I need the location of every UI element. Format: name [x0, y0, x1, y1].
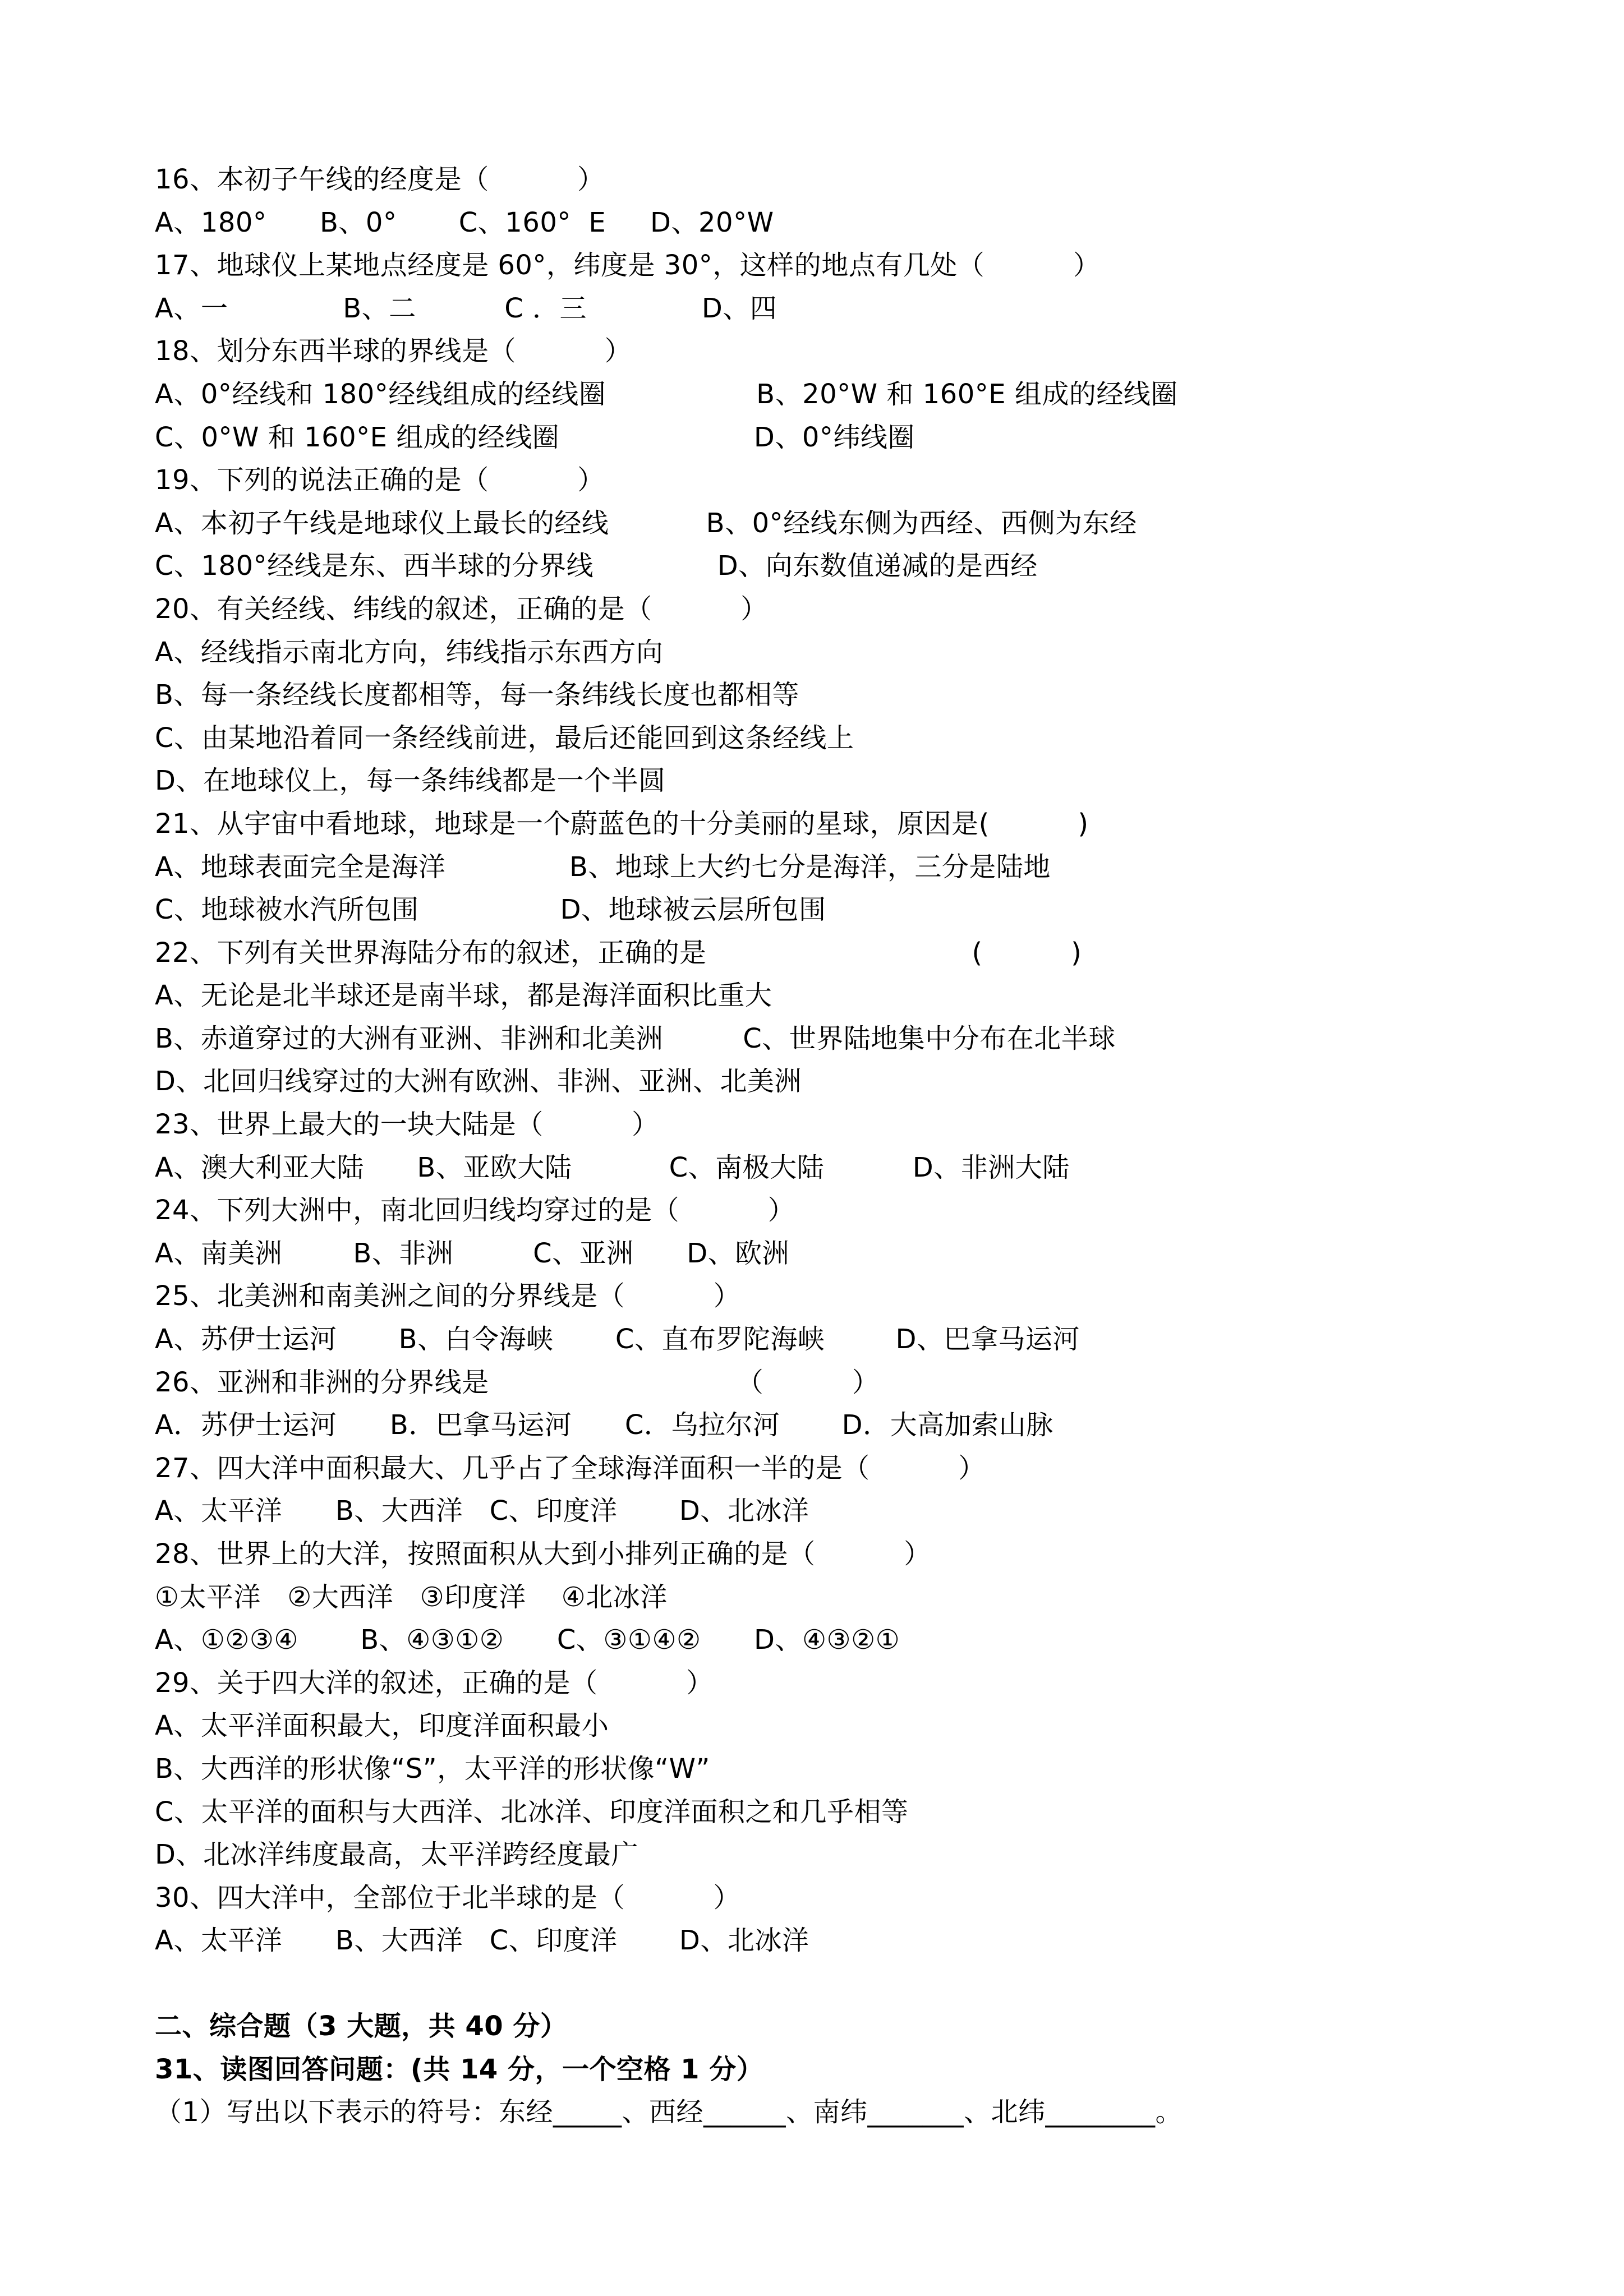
question-26-options: A．苏伊士运河 B．巴拿马运河 C．乌拉尔河 D．大高加索山脉 [155, 1409, 1053, 1441]
question-19-options-cd: C、180°经线是东、西半球的分界线 D、向东数值递减的是西经 [155, 550, 1038, 582]
question-21: 21、从宇宙中看地球，地球是一个蔚蓝色的十分美丽的星球，原因是( ) [155, 808, 1089, 840]
question-28-items: ①太平洋 ②大西洋 ③印度洋 ④北冰洋 [155, 1581, 668, 1613]
question-21-options-cd: C、地球被水汽所包围 D、地球被云层所包围 [155, 894, 826, 926]
question-20-option-d: D、在地球仪上，每一条纬线都是一个半圆 [155, 765, 666, 797]
question-24-options: A、南美洲 B、非洲 C、亚洲 D、欧洲 [155, 1237, 790, 1269]
question-18-options-ab: A、0°经线和 180°经线组成的经线圈 B、20°W 和 160°E 组成的经线圈 [155, 378, 1178, 410]
question-22-options-bc: B、赤道穿过的大洲有亚洲、非洲和北美洲 C、世界陆地集中分布在北半球 [155, 1022, 1116, 1054]
question-28-options: A、①②③④ B、④③①② C、③①④② D、④③②① [155, 1624, 900, 1656]
question-24: 24、下列大洲中，南北回归线均穿过的是（ ） [155, 1195, 795, 1227]
question-27: 27、四大洋中面积最大、几乎占了全球海洋面积一半的是（ ） [155, 1452, 986, 1484]
question-19-options-ab: A、本初子午线是地球仪上最长的经线 B、0°经线东侧为西经、西侧为东经 [155, 507, 1137, 539]
question-23: 23、世界上最大的一块大陆是（ ） [155, 1109, 659, 1141]
question-30-options: A、太平洋 B、大西洋 C、印度洋 D、北冰洋 [155, 1925, 809, 1957]
question-18-options-cd: C、0°W 和 160°E 组成的经线圈 D、0°纬线圈 [155, 421, 915, 453]
question-list [155, 158, 1501, 2134]
question-27-options: A、太平洋 B、大西洋 C、印度洋 D、北冰洋 [155, 1495, 809, 1527]
question-22-option-d: D、北回归线穿过的大洲有欧洲、非洲、亚洲、北美洲 [155, 1066, 802, 1098]
question-17: 17、地球仪上某地点经度是 60°，纬度是 30°，这样的地点有几处（ ） [155, 250, 1101, 282]
section-spacer [155, 1962, 1501, 2005]
question-20-option-c: C、由某地沿着同一条经线前进，最后还能回到这条经线上 [155, 722, 854, 754]
question-16: 16、本初子午线的经度是（ ） [155, 164, 605, 195]
question-29-option-c: C、太平洋的面积与大西洋、北冰洋、印度洋面积之和几乎相等 [155, 1796, 909, 1828]
section-2-heading: 二、综合题（3 大题，共 40 分） [155, 2010, 568, 2042]
question-31-part-1: （1）写出以下表示的符号：东经_____、西经______、南纬_______、北纬________。 [155, 2096, 1183, 2128]
question-31: 31、读图回答问题：(共 14 分，一个空格 1 分） [155, 2053, 764, 2085]
question-17-options: A、一 B、二 C ．三 D、四 [155, 292, 778, 324]
question-16-options: A、180° B、0° C、160° E D、20°W [155, 206, 774, 238]
question-29-option-b: B、大西洋的形状像“S”，太平洋的形状像“W” [155, 1753, 710, 1785]
question-20: 20、有关经线、纬线的叙述，正确的是（ ） [155, 593, 768, 625]
question-25-options: A、苏伊士运河 B、白令海峡 C、直布罗陀海峡 D、巴拿马运河 [155, 1324, 1080, 1356]
question-23-options: A、澳大利亚大陆 B、亚欧大陆 C、南极大陆 D、非洲大陆 [155, 1151, 1070, 1183]
question-20-option-b: B、每一条经线长度都相等，每一条纬线长度也都相等 [155, 679, 799, 711]
question-22-option-a: A、无论是北半球还是南半球，都是海洋面积比重大 [155, 980, 772, 1012]
question-20-option-a: A、经线指示南北方向，纬线指示东西方向 [155, 636, 664, 668]
question-22: 22、下列有关世界海陆分布的叙述，正确的是 ( ) [155, 937, 1082, 969]
question-25: 25、北美洲和南美洲之间的分界线是（ ） [155, 1280, 741, 1312]
question-26: 26、亚洲和非洲的分界线是 （ ） [155, 1366, 880, 1398]
question-30: 30、四大洋中，全部位于北半球的是（ ） [155, 1882, 741, 1914]
question-29-option-d: D、北冰洋纬度最高，太平洋跨经度最广 [155, 1839, 638, 1871]
question-18: 18、划分东西半球的界线是（ ） [155, 335, 632, 367]
question-28: 28、世界上的大洋，按照面积从大到小排列正确的是（ ） [155, 1538, 931, 1570]
question-21-options-ab: A、地球表面完全是海洋 B、地球上大约七分是海洋，三分是陆地 [155, 851, 1051, 883]
question-29-option-a: A、太平洋面积最大，印度洋面积最小 [155, 1710, 609, 1742]
question-29: 29、关于四大洋的叙述，正确的是（ ） [155, 1667, 714, 1699]
question-19: 19、下列的说法正确的是（ ） [155, 464, 605, 496]
